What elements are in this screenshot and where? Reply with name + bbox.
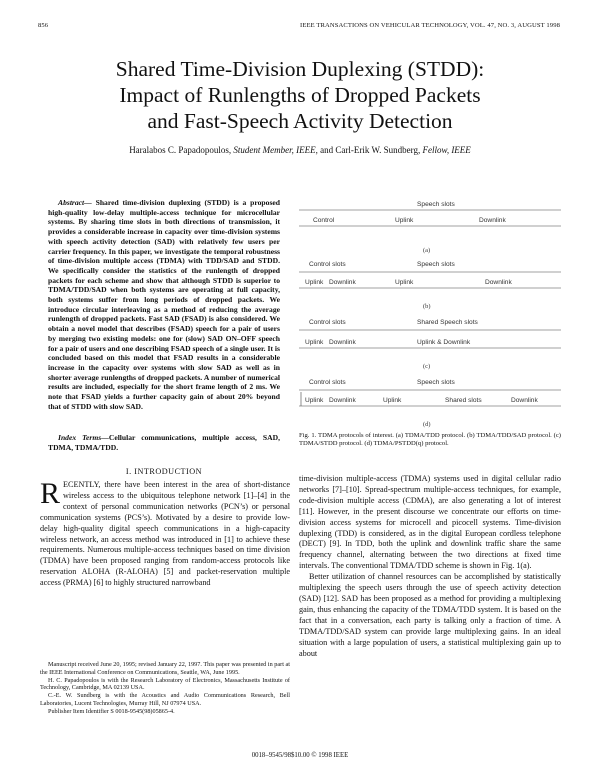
fig-b-tag: (b) — [423, 303, 431, 310]
footnote-author-2: C.-E. W. Sundberg is with the Acoustics and Audio Communications Research, Bell Laboratories, Lucent Technologies, Murray Hill, NJ 07974 USA. — [40, 692, 290, 707]
section-heading: I. INTRODUCTION — [125, 467, 203, 476]
fig-a-control: Control — [313, 217, 335, 224]
intro-first-word: ECENTLY, — [63, 480, 101, 489]
intro-col2-para-1: time-division multiple-access (TDMA) systems used in digital cellular radio networks [7]–[10]. Spread-spectrum multiple-access techniques, for example, code-division multiple access (CDMA), are also generating a lot of interest [11]. However, in the present discourse we concentrate our efforts on time-division access systems for microcell and picocell systems. Time-division duplexing (TDD) is considered, as in the digital European cordless telephone (DECT) [9]. In TDD, both the uplink and downlink traffic share the same frequency channel, alternating between the two directions at fixed time intervals. The conventional TDMA/TDD scheme is shown in Fig. 1(a). — [299, 474, 561, 571]
fig-c-uplink: Uplink — [305, 339, 324, 346]
fig-d-shared-slots: Shared slots — [445, 397, 482, 404]
abstract — [48, 198, 280, 411]
intro-col2-para-2: Better utilization of channel resources can be accomplished by statistically multiplexing the speech users through the use of speech activity detection (SAD) [12]. SAD has been proposed as a method for providing a multiplexing gain, thus enhancing the capacity of the TDMA/TDD system. It is based on the fact that in a conversation, each party is talking only a fraction of time. A TDMA/TDD/SAD system can provide large multiplexing gains. In an ideal situation with a large population of users, a statistical multiplexing gain up to about — [299, 572, 561, 658]
fig-b-control-slots: Control slots — [309, 261, 346, 268]
author-line — [40, 145, 560, 155]
paper-title — [40, 56, 560, 134]
title-line-1: Shared Time-Division Duplexing (STDD): — [115, 57, 485, 81]
figure-1-caption: Fig. 1. TDMA protocols of interest. (a) TDMA/TDD protocol. (b) TDMA/TDD/SAD protocol. (c) TDMA/STDD protocol. (d) TDMA/PSTDD(q) protocol. — [299, 432, 561, 448]
fig-c-tag: (c) — [423, 363, 431, 370]
footnotes — [40, 661, 290, 716]
index-terms-label: Index Terms— — [58, 433, 109, 442]
intro-text: there have been interest in the area of short-distance wireless access to the ubiquitous telephone network [1]–[4] in the context of personal communication networks (PCN’s) or personal communication systems (PCS’s). Motivated by a desire to provide low-delay high-quality digital speech communications in a high-capacity wireless network, an access method was introduced in [1] to achieve these requirements. Numerous multiple-access techniques based on time division (TDMA) have been proposed ranging from random-access protocols like reservation ALOHA (R-ALOHA) [5] and packet-reservation multiple access (PRMA) [6] to highly structured narrowband — [40, 480, 290, 588]
fig-d-uplink-2: Uplink — [383, 397, 402, 404]
title-line-2: Impact of Runlengths of Dropped Packets — [119, 83, 481, 107]
fig-b-uplink-1: Uplink — [305, 279, 324, 286]
fig-c-downlink: Downlink — [329, 339, 356, 346]
index-terms — [48, 433, 280, 452]
author-2-role: Fellow, IEEE — [422, 145, 471, 155]
author-connector: and — [320, 145, 334, 155]
footnote-publisher-id: Publisher Item Identifier S 0018-9545(98)05865-4. — [48, 707, 175, 715]
abstract-text: Shared time-division duplexing (STDD) is a proposed high-quality low-delay multiple-access technique for microcellular systems. By sharing time slots in both directions of transmission, it provides a considerable increase in capacity over time-division systems with speech activity detection (SAD) with relatively few users per carrier frequency. In this paper, we investigate the temporal robustness of time-division multiple access (TDMA) with TDD/SAD and STDD. We specifically consider the statistics of the runlength of dropped packets for each scheme and show that although STDD is superior to TDMA/TDD/SAD when both systems are operating at full capacity, both systems suffer from long periods of dropped packets. We introduce circular interleaving as a method of reducing the average runlength of dropped packets. Fast SAD (FSAD) is also considered. We obtain a novel model that describes (FSAD) speech for a pair of users by merging two existing models: one for (slow) SAD ON–OFF speech for a pair of users and one describing FSAD speech of a single user. It is concluded based on this model that FSAD results in a considerable increase in the capacity over systems with slow SAD as well as in shorter average runlengths of dropped packets. A number of numerical results are included, especially for the short frame length of 2 ms. We note that FSAD yields a further capacity gain of about 20% beyond that of STDD with slow SAD. — [48, 198, 280, 411]
index-terms-text: Cellular communications, multiple access, SAD, TDMA, TDMA/TDD. — [48, 433, 280, 452]
author-2: Carl-Erik W. Sundberg, — [335, 145, 421, 155]
fig-c-shared-speech-slots: Shared Speech slots — [417, 319, 478, 326]
page-number: 856 — [38, 22, 49, 29]
fig-c-uplink-downlink: Uplink & Downlink — [417, 339, 471, 346]
intro-column-2 — [299, 474, 561, 659]
abstract-label: Abstract— — [58, 198, 92, 207]
fig-a-uplink: Uplink — [395, 217, 414, 224]
fig-d-uplink-1: Uplink — [305, 397, 324, 404]
title-line-3: and Fast-Speech Activity Detection — [147, 109, 453, 133]
running-header: IEEE TRANSACTIONS ON VEHICULAR TECHNOLOGY, VOL. 47, NO. 3, AUGUST 1998 — [300, 22, 560, 29]
fig-d-speech-slots: Speech slots — [417, 379, 455, 386]
author-1-role: Student Member, IEEE, — [233, 145, 318, 155]
fig-speech-slots-label: Speech slots — [417, 201, 455, 208]
figure-1-diagram — [299, 198, 561, 430]
copyright-footer: 0018–9545/98$10.00 © 1998 IEEE — [251, 752, 349, 759]
drop-cap: R — [40, 477, 61, 510]
fig-b-downlink-1: Downlink — [329, 279, 356, 286]
author-1: Haralabos C. Papadopoulos, — [129, 145, 232, 155]
footnote-received: Manuscript received June 20, 1995; revised January 22, 1997. This paper was presented in part at the IEEE International Conference on Communications, Seattle, WA, June 1995. — [40, 661, 290, 676]
fig-b-downlink-2: Downlink — [485, 279, 512, 286]
fig-d-downlink: Downlink — [329, 397, 356, 404]
fig-b-uplink-2: Uplink — [395, 279, 414, 286]
fig-c-control-slots: Control slots — [309, 319, 346, 326]
fig-a-tag: (a) — [423, 247, 431, 254]
fig-d-control-slots: Control slots — [309, 379, 346, 386]
fig-a-downlink: Downlink — [479, 217, 506, 224]
fig-b-speech-slots: Speech slots — [417, 261, 455, 268]
intro-column-1 — [40, 477, 290, 589]
footnote-author-1: H. C. Papadopoulos is with the Research Laboratory of Electronics, Massachusetts Institute of Technology, Cambridge, MA 02139 USA. — [40, 676, 290, 692]
fig-d-tag: (d) — [423, 421, 431, 428]
fig-d-downlink-2: Downlink — [511, 397, 538, 404]
